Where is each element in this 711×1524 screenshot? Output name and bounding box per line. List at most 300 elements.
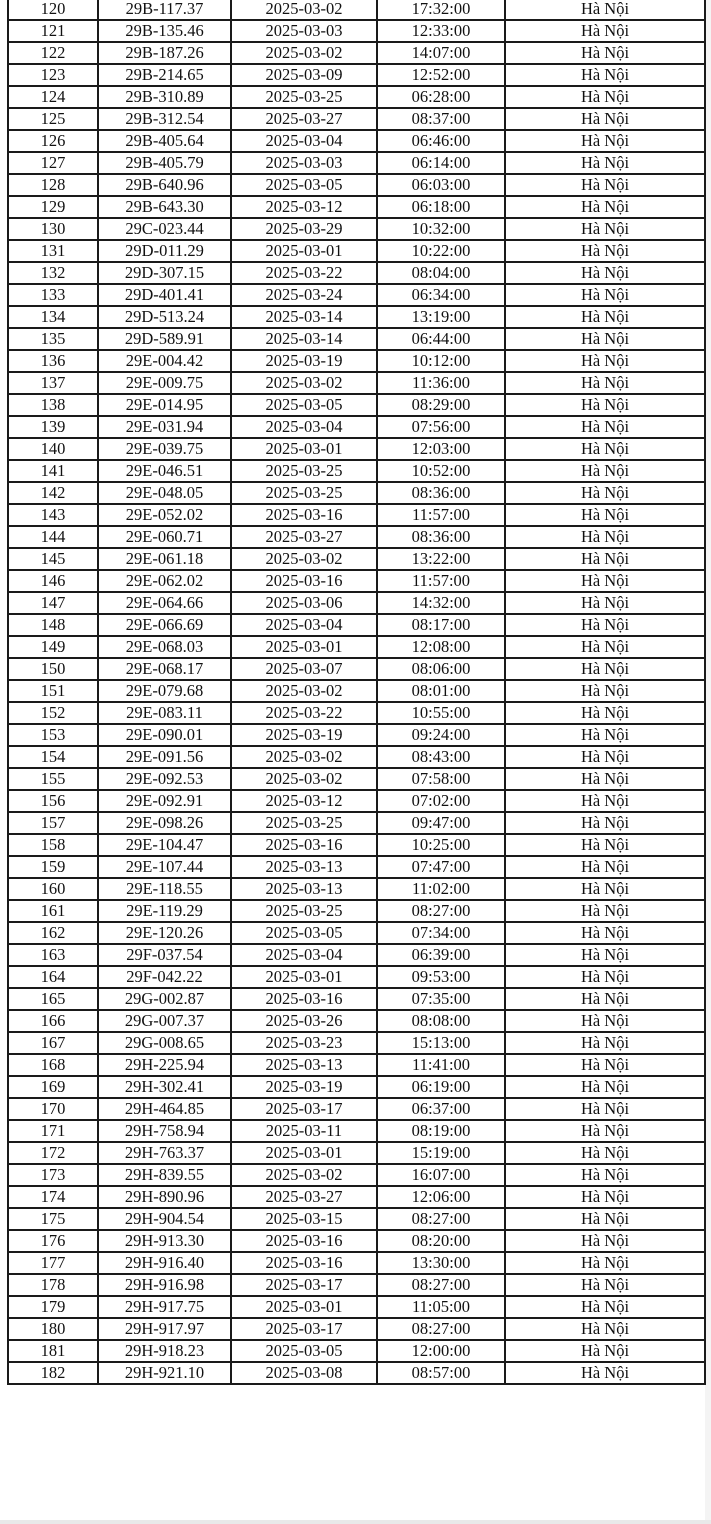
location-cell: Hà Nội — [505, 988, 705, 1010]
row-number-cell: 153 — [8, 724, 98, 746]
time-cell: 15:19:00 — [377, 1142, 505, 1164]
row-number-cell: 139 — [8, 416, 98, 438]
location-cell: Hà Nội — [505, 922, 705, 944]
row-number-cell: 178 — [8, 1274, 98, 1296]
table-body — [8, 0, 705, 1384]
date-cell: 2025-03-05 — [231, 394, 377, 416]
time-cell: 08:08:00 — [377, 1010, 505, 1032]
date-cell: 2025-03-27 — [231, 108, 377, 130]
row-number-cell: 141 — [8, 460, 98, 482]
time-cell: 12:00:00 — [377, 1340, 505, 1362]
date-cell: 2025-03-14 — [231, 328, 377, 350]
location-cell: Hà Nội — [505, 1340, 705, 1362]
license-plate-cell: 29E-039.75 — [98, 438, 231, 460]
license-plate-cell: 29E-048.05 — [98, 482, 231, 504]
table-row — [8, 438, 705, 460]
row-number-cell: 179 — [8, 1296, 98, 1318]
location-cell: Hà Nội — [505, 262, 705, 284]
location-cell: Hà Nội — [505, 812, 705, 834]
row-number-cell: 146 — [8, 570, 98, 592]
license-plate-cell: 29E-092.53 — [98, 768, 231, 790]
row-number-cell: 173 — [8, 1164, 98, 1186]
row-number-cell: 171 — [8, 1120, 98, 1142]
date-cell: 2025-03-27 — [231, 526, 377, 548]
license-plate-cell: 29B-643.30 — [98, 196, 231, 218]
page-bottom-edge — [0, 1520, 711, 1524]
time-cell: 11:05:00 — [377, 1296, 505, 1318]
location-cell: Hà Nội — [505, 1142, 705, 1164]
location-cell: Hà Nội — [505, 724, 705, 746]
location-cell: Hà Nội — [505, 218, 705, 240]
table-row — [8, 1296, 705, 1318]
license-plate-cell: 29G-008.65 — [98, 1032, 231, 1054]
time-cell: 12:03:00 — [377, 438, 505, 460]
location-cell: Hà Nội — [505, 548, 705, 570]
time-cell: 17:32:00 — [377, 0, 505, 20]
row-number-cell: 130 — [8, 218, 98, 240]
license-plate-cell: 29B-405.79 — [98, 152, 231, 174]
table-row — [8, 548, 705, 570]
row-number-cell: 177 — [8, 1252, 98, 1274]
location-cell: Hà Nội — [505, 680, 705, 702]
time-cell: 07:58:00 — [377, 768, 505, 790]
license-plate-cell: 29G-002.87 — [98, 988, 231, 1010]
time-cell: 10:55:00 — [377, 702, 505, 724]
table-row — [8, 196, 705, 218]
time-cell: 13:30:00 — [377, 1252, 505, 1274]
table-row — [8, 372, 705, 394]
row-number-cell: 121 — [8, 20, 98, 42]
row-number-cell: 126 — [8, 130, 98, 152]
time-cell: 13:22:00 — [377, 548, 505, 570]
date-cell: 2025-03-11 — [231, 1120, 377, 1142]
date-cell: 2025-03-13 — [231, 878, 377, 900]
violations-table — [7, 0, 706, 1385]
license-plate-cell: 29D-401.41 — [98, 284, 231, 306]
location-cell: Hà Nội — [505, 1032, 705, 1054]
table-row — [8, 922, 705, 944]
location-cell: Hà Nội — [505, 790, 705, 812]
license-plate-cell: 29B-640.96 — [98, 174, 231, 196]
time-cell: 14:32:00 — [377, 592, 505, 614]
row-number-cell: 162 — [8, 922, 98, 944]
location-cell: Hà Nội — [505, 1318, 705, 1340]
license-plate-cell: 29E-031.94 — [98, 416, 231, 438]
license-plate-cell: 29E-061.18 — [98, 548, 231, 570]
location-cell: Hà Nội — [505, 636, 705, 658]
time-cell: 06:19:00 — [377, 1076, 505, 1098]
row-number-cell: 122 — [8, 42, 98, 64]
date-cell: 2025-03-26 — [231, 1010, 377, 1032]
row-number-cell: 176 — [8, 1230, 98, 1252]
row-number-cell: 170 — [8, 1098, 98, 1120]
location-cell: Hà Nội — [505, 416, 705, 438]
location-cell: Hà Nội — [505, 856, 705, 878]
license-plate-cell: 29B-135.46 — [98, 20, 231, 42]
date-cell: 2025-03-02 — [231, 1164, 377, 1186]
date-cell: 2025-03-02 — [231, 372, 377, 394]
table-row — [8, 218, 705, 240]
license-plate-cell: 29H-916.40 — [98, 1252, 231, 1274]
date-cell: 2025-03-22 — [231, 702, 377, 724]
time-cell: 16:07:00 — [377, 1164, 505, 1186]
time-cell: 08:27:00 — [377, 1208, 505, 1230]
license-plate-cell: 29H-921.10 — [98, 1362, 231, 1384]
location-cell: Hà Nội — [505, 350, 705, 372]
license-plate-cell: 29H-839.55 — [98, 1164, 231, 1186]
license-plate-cell: 29F-042.22 — [98, 966, 231, 988]
date-cell: 2025-03-07 — [231, 658, 377, 680]
license-plate-cell: 29E-098.26 — [98, 812, 231, 834]
table-row — [8, 262, 705, 284]
table-row — [8, 482, 705, 504]
location-cell: Hà Nội — [505, 284, 705, 306]
table-row — [8, 768, 705, 790]
license-plate-cell: 29D-589.91 — [98, 328, 231, 350]
table-row — [8, 724, 705, 746]
row-number-cell: 175 — [8, 1208, 98, 1230]
time-cell: 12:08:00 — [377, 636, 505, 658]
time-cell: 12:06:00 — [377, 1186, 505, 1208]
row-number-cell: 142 — [8, 482, 98, 504]
date-cell: 2025-03-01 — [231, 240, 377, 262]
license-plate-cell: 29H-917.97 — [98, 1318, 231, 1340]
location-cell: Hà Nội — [505, 0, 705, 20]
location-cell: Hà Nội — [505, 746, 705, 768]
time-cell: 08:20:00 — [377, 1230, 505, 1252]
row-number-cell: 128 — [8, 174, 98, 196]
table-row — [8, 152, 705, 174]
date-cell: 2025-03-17 — [231, 1274, 377, 1296]
license-plate-cell: 29E-079.68 — [98, 680, 231, 702]
time-cell: 06:34:00 — [377, 284, 505, 306]
location-cell: Hà Nội — [505, 108, 705, 130]
row-number-cell: 133 — [8, 284, 98, 306]
location-cell: Hà Nội — [505, 1120, 705, 1142]
time-cell: 06:18:00 — [377, 196, 505, 218]
license-plate-cell: 29H-890.96 — [98, 1186, 231, 1208]
license-plate-cell: 29D-307.15 — [98, 262, 231, 284]
date-cell: 2025-03-19 — [231, 724, 377, 746]
table-row — [8, 1010, 705, 1032]
time-cell: 08:27:00 — [377, 900, 505, 922]
location-cell: Hà Nội — [505, 570, 705, 592]
row-number-cell: 180 — [8, 1318, 98, 1340]
date-cell: 2025-03-23 — [231, 1032, 377, 1054]
date-cell: 2025-03-29 — [231, 218, 377, 240]
location-cell: Hà Nội — [505, 1208, 705, 1230]
location-cell: Hà Nội — [505, 1054, 705, 1076]
date-cell: 2025-03-03 — [231, 20, 377, 42]
license-plate-cell: 29H-913.30 — [98, 1230, 231, 1252]
time-cell: 06:37:00 — [377, 1098, 505, 1120]
location-cell: Hà Nội — [505, 1186, 705, 1208]
row-number-cell: 151 — [8, 680, 98, 702]
row-number-cell: 129 — [8, 196, 98, 218]
location-cell: Hà Nội — [505, 240, 705, 262]
time-cell: 07:47:00 — [377, 856, 505, 878]
license-plate-cell: 29E-118.55 — [98, 878, 231, 900]
table-row — [8, 900, 705, 922]
time-cell: 08:17:00 — [377, 614, 505, 636]
license-plate-cell: 29E-064.66 — [98, 592, 231, 614]
location-cell: Hà Nội — [505, 1230, 705, 1252]
table-row — [8, 636, 705, 658]
row-number-cell: 127 — [8, 152, 98, 174]
table-row — [8, 1120, 705, 1142]
time-cell: 11:36:00 — [377, 372, 505, 394]
time-cell: 12:33:00 — [377, 20, 505, 42]
table-row — [8, 350, 705, 372]
license-plate-cell: 29B-405.64 — [98, 130, 231, 152]
date-cell: 2025-03-02 — [231, 0, 377, 20]
table-row — [8, 504, 705, 526]
row-number-cell: 164 — [8, 966, 98, 988]
row-number-cell: 143 — [8, 504, 98, 526]
date-cell: 2025-03-17 — [231, 1318, 377, 1340]
table-row — [8, 1032, 705, 1054]
date-cell: 2025-03-27 — [231, 1186, 377, 1208]
row-number-cell: 165 — [8, 988, 98, 1010]
table-row — [8, 284, 705, 306]
location-cell: Hà Nội — [505, 42, 705, 64]
license-plate-cell: 29H-918.23 — [98, 1340, 231, 1362]
date-cell: 2025-03-25 — [231, 460, 377, 482]
row-number-cell: 136 — [8, 350, 98, 372]
table-row — [8, 130, 705, 152]
table-row — [8, 1230, 705, 1252]
row-number-cell: 154 — [8, 746, 98, 768]
time-cell: 10:25:00 — [377, 834, 505, 856]
row-number-cell: 148 — [8, 614, 98, 636]
time-cell: 07:02:00 — [377, 790, 505, 812]
location-cell: Hà Nội — [505, 1296, 705, 1318]
time-cell: 08:36:00 — [377, 482, 505, 504]
license-plate-cell: 29E-046.51 — [98, 460, 231, 482]
table-row — [8, 1318, 705, 1340]
row-number-cell: 149 — [8, 636, 98, 658]
table-row — [8, 834, 705, 856]
time-cell: 08:27:00 — [377, 1318, 505, 1340]
date-cell: 2025-03-02 — [231, 42, 377, 64]
location-cell: Hà Nội — [505, 1010, 705, 1032]
time-cell: 08:27:00 — [377, 1274, 505, 1296]
license-plate-cell: 29C-023.44 — [98, 218, 231, 240]
row-number-cell: 134 — [8, 306, 98, 328]
row-number-cell: 181 — [8, 1340, 98, 1362]
date-cell: 2025-03-05 — [231, 1340, 377, 1362]
license-plate-cell: 29B-187.26 — [98, 42, 231, 64]
time-cell: 10:52:00 — [377, 460, 505, 482]
date-cell: 2025-03-24 — [231, 284, 377, 306]
time-cell: 08:04:00 — [377, 262, 505, 284]
table-row — [8, 570, 705, 592]
date-cell: 2025-03-13 — [231, 1054, 377, 1076]
table-row — [8, 658, 705, 680]
license-plate-cell: 29H-916.98 — [98, 1274, 231, 1296]
date-cell: 2025-03-01 — [231, 438, 377, 460]
time-cell: 08:57:00 — [377, 1362, 505, 1384]
time-cell: 08:43:00 — [377, 746, 505, 768]
table-row — [8, 856, 705, 878]
table-row — [8, 1164, 705, 1186]
time-cell: 15:13:00 — [377, 1032, 505, 1054]
location-cell: Hà Nội — [505, 966, 705, 988]
date-cell: 2025-03-16 — [231, 988, 377, 1010]
time-cell: 06:44:00 — [377, 328, 505, 350]
license-plate-cell: 29H-917.75 — [98, 1296, 231, 1318]
time-cell: 08:01:00 — [377, 680, 505, 702]
location-cell: Hà Nội — [505, 20, 705, 42]
location-cell: Hà Nội — [505, 900, 705, 922]
location-cell: Hà Nội — [505, 1164, 705, 1186]
license-plate-cell: 29F-037.54 — [98, 944, 231, 966]
date-cell: 2025-03-01 — [231, 966, 377, 988]
row-number-cell: 123 — [8, 64, 98, 86]
row-number-cell: 156 — [8, 790, 98, 812]
row-number-cell: 159 — [8, 856, 98, 878]
date-cell: 2025-03-15 — [231, 1208, 377, 1230]
time-cell: 08:06:00 — [377, 658, 505, 680]
location-cell: Hà Nội — [505, 1362, 705, 1384]
location-cell: Hà Nội — [505, 174, 705, 196]
date-cell: 2025-03-05 — [231, 174, 377, 196]
row-number-cell: 150 — [8, 658, 98, 680]
time-cell: 08:36:00 — [377, 526, 505, 548]
date-cell: 2025-03-06 — [231, 592, 377, 614]
table-row — [8, 460, 705, 482]
time-cell: 10:12:00 — [377, 350, 505, 372]
location-cell: Hà Nội — [505, 460, 705, 482]
date-cell: 2025-03-04 — [231, 614, 377, 636]
location-cell: Hà Nội — [505, 944, 705, 966]
date-cell: 2025-03-25 — [231, 812, 377, 834]
table-row — [8, 1186, 705, 1208]
license-plate-cell: 29E-104.47 — [98, 834, 231, 856]
date-cell: 2025-03-04 — [231, 416, 377, 438]
license-plate-cell: 29E-068.17 — [98, 658, 231, 680]
time-cell: 11:02:00 — [377, 878, 505, 900]
row-number-cell: 160 — [8, 878, 98, 900]
license-plate-cell: 29D-011.29 — [98, 240, 231, 262]
row-number-cell: 144 — [8, 526, 98, 548]
location-cell: Hà Nội — [505, 1076, 705, 1098]
location-cell: Hà Nội — [505, 1098, 705, 1120]
date-cell: 2025-03-09 — [231, 64, 377, 86]
table-row — [8, 1098, 705, 1120]
location-cell: Hà Nội — [505, 306, 705, 328]
location-cell: Hà Nội — [505, 328, 705, 350]
license-plate-cell: 29E-066.69 — [98, 614, 231, 636]
location-cell: Hà Nội — [505, 504, 705, 526]
row-number-cell: 135 — [8, 328, 98, 350]
time-cell: 12:52:00 — [377, 64, 505, 86]
license-plate-cell: 29E-014.95 — [98, 394, 231, 416]
date-cell: 2025-03-16 — [231, 504, 377, 526]
license-plate-cell: 29E-060.71 — [98, 526, 231, 548]
time-cell: 11:41:00 — [377, 1054, 505, 1076]
license-plate-cell: 29H-763.37 — [98, 1142, 231, 1164]
table-row — [8, 1208, 705, 1230]
row-number-cell: 145 — [8, 548, 98, 570]
table-row — [8, 20, 705, 42]
row-number-cell: 131 — [8, 240, 98, 262]
location-cell: Hà Nội — [505, 702, 705, 724]
date-cell: 2025-03-19 — [231, 350, 377, 372]
license-plate-cell: 29E-083.11 — [98, 702, 231, 724]
time-cell: 06:03:00 — [377, 174, 505, 196]
table-row — [8, 1054, 705, 1076]
date-cell: 2025-03-16 — [231, 834, 377, 856]
license-plate-cell: 29H-904.54 — [98, 1208, 231, 1230]
location-cell: Hà Nội — [505, 372, 705, 394]
license-plate-cell: 29E-107.44 — [98, 856, 231, 878]
row-number-cell: 172 — [8, 1142, 98, 1164]
date-cell: 2025-03-16 — [231, 1230, 377, 1252]
date-cell: 2025-03-01 — [231, 1142, 377, 1164]
row-number-cell: 158 — [8, 834, 98, 856]
row-number-cell: 120 — [8, 0, 98, 20]
license-plate-cell: 29E-090.01 — [98, 724, 231, 746]
table-row — [8, 416, 705, 438]
table-row — [8, 1274, 705, 1296]
time-cell: 08:29:00 — [377, 394, 505, 416]
license-plate-cell: 29E-119.29 — [98, 900, 231, 922]
document-page — [7, 0, 704, 1385]
location-cell: Hà Nội — [505, 592, 705, 614]
license-plate-cell: 29D-513.24 — [98, 306, 231, 328]
table-row — [8, 702, 705, 724]
location-cell: Hà Nội — [505, 196, 705, 218]
table-row — [8, 614, 705, 636]
row-number-cell: 166 — [8, 1010, 98, 1032]
date-cell: 2025-03-17 — [231, 1098, 377, 1120]
time-cell: 09:53:00 — [377, 966, 505, 988]
date-cell: 2025-03-04 — [231, 944, 377, 966]
location-cell: Hà Nội — [505, 482, 705, 504]
table-row — [8, 790, 705, 812]
license-plate-cell: 29B-310.89 — [98, 86, 231, 108]
row-number-cell: 161 — [8, 900, 98, 922]
date-cell: 2025-03-01 — [231, 1296, 377, 1318]
row-number-cell: 168 — [8, 1054, 98, 1076]
time-cell: 09:47:00 — [377, 812, 505, 834]
date-cell: 2025-03-01 — [231, 636, 377, 658]
table-row — [8, 1340, 705, 1362]
time-cell: 08:19:00 — [377, 1120, 505, 1142]
date-cell: 2025-03-12 — [231, 790, 377, 812]
location-cell: Hà Nội — [505, 64, 705, 86]
table-row — [8, 526, 705, 548]
location-cell: Hà Nội — [505, 658, 705, 680]
time-cell: 06:14:00 — [377, 152, 505, 174]
license-plate-cell: 29E-004.42 — [98, 350, 231, 372]
row-number-cell: 169 — [8, 1076, 98, 1098]
table-row — [8, 966, 705, 988]
table-row — [8, 988, 705, 1010]
location-cell: Hà Nội — [505, 86, 705, 108]
date-cell: 2025-03-22 — [231, 262, 377, 284]
table-row — [8, 812, 705, 834]
table-row — [8, 306, 705, 328]
time-cell: 06:46:00 — [377, 130, 505, 152]
license-plate-cell: 29E-120.26 — [98, 922, 231, 944]
table-row — [8, 86, 705, 108]
location-cell: Hà Nội — [505, 438, 705, 460]
row-number-cell: 147 — [8, 592, 98, 614]
time-cell: 14:07:00 — [377, 42, 505, 64]
table-row — [8, 1076, 705, 1098]
